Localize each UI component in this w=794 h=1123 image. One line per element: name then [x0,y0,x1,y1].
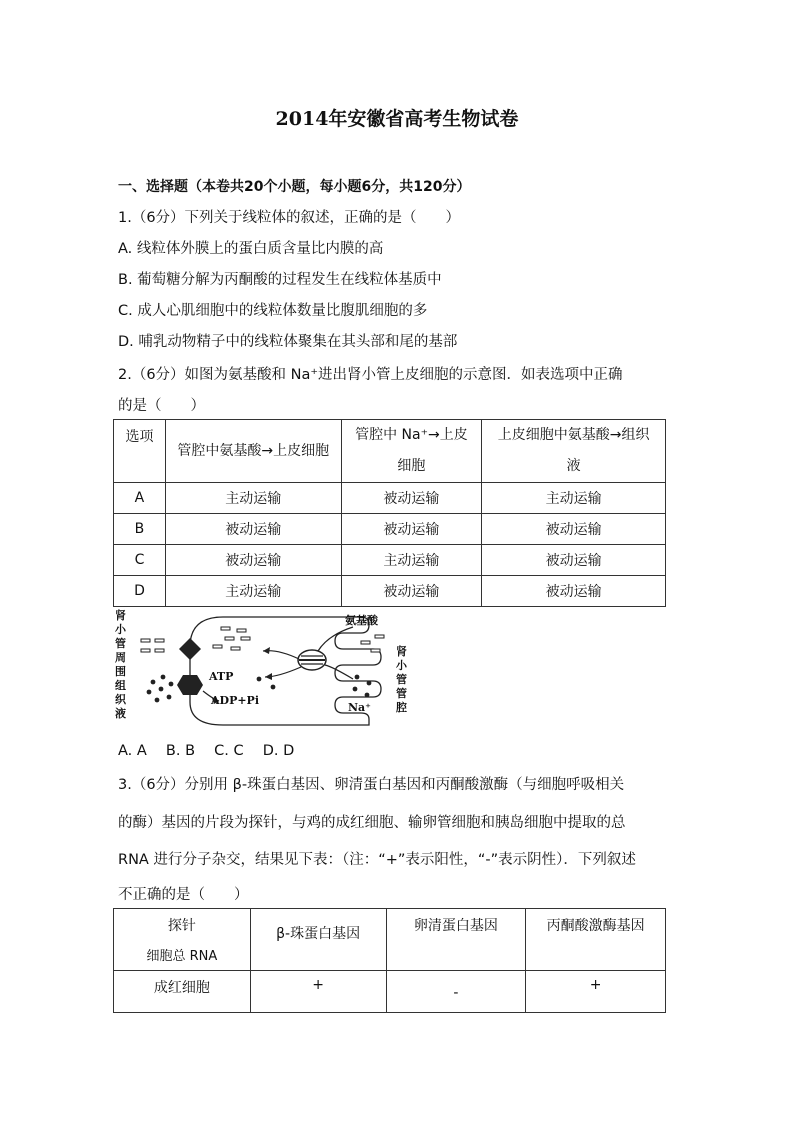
atp-label: ATP [209,670,234,683]
q1-option-b: B. 葡萄糖分解为丙酮酸的过程发生在线粒体基质中 [118,272,442,288]
amino-acid-label: 氨基酸 [345,614,378,627]
table-row [114,971,666,1013]
sodium-dot [161,675,166,680]
table-header-cell: β-珠蛋白基因 [250,909,386,971]
right-label-char: 小 [396,659,407,672]
section-heading: 一、选择题（本卷共20个小题，每小题6分，共120分） [118,179,471,195]
amino-acid-mark [141,649,150,652]
q1-option-c: C. 成人心肌细胞中的线粒体数量比腹肌细胞的多 [118,303,428,319]
sodium-dot [167,695,172,700]
table-cell: 被动运输 [341,576,482,607]
table-header-row [114,420,666,483]
amino-acid-mark [141,639,150,642]
amino-acid-mark [361,641,370,644]
amino-acid-mark [375,635,384,638]
sodium-dot [355,675,360,680]
sodium-dot [365,693,370,698]
page-title: 2014年安徽省高考生物试卷 [275,108,519,130]
table-cell: + [250,971,386,1013]
q1-option-d: D. 哺乳动物精子中的线粒体聚集在其头部和尾的基部 [118,334,458,350]
table-cell: - [386,971,526,1013]
sodium-dot [257,677,262,682]
table-header-row [114,909,666,971]
table-cell: B [114,514,166,545]
q2-answer-options: A. A B. B C. C D. D [118,743,295,759]
right-label-char: 腔 [396,701,407,714]
amino-acid-mark [241,637,250,640]
sodium-dot [159,687,164,692]
table-corner-cell [114,909,251,971]
table-header-cell: 管腔中氨基酸→上皮细胞 [165,420,341,483]
sodium-pump [177,675,203,695]
sodium-dot [169,682,174,687]
q1-stem: 1.（6分）下列关于线粒体的叙述，正确的是（ ） [118,210,461,226]
table-cell: + [526,971,666,1013]
left-label-char: 组 [115,679,126,692]
table-cell: 主动运输 [165,483,341,514]
table-cell: A [114,483,166,514]
table-header-cell: 丙酮酸激酶基因 [526,909,666,971]
q1-option-a: A. 线粒体外膜上的蛋白质含量比内膜的高 [118,241,384,257]
right-label-char: 管 [396,673,407,686]
left-label-char: 围 [115,665,126,678]
right-label-char: 管 [396,687,407,700]
kidney-tubule-diagram [113,607,413,729]
table-cell: 被动运输 [165,545,341,576]
corner-bottom-label: 细胞总 RNA [146,949,218,964]
left-label-char: 管 [115,637,126,650]
table-cell: 被动运输 [482,545,666,576]
table-row [114,483,666,514]
table-cell: 被动运输 [482,514,666,545]
right-label-char: 肾 [396,645,407,658]
q3-stem-line: 3.（6分）分别用 β-珠蛋白基因、卵清蛋白基因和丙酮酸激酶（与细胞呼吸相关 [118,777,625,793]
arrow-head [263,647,270,654]
table-cell: 成红细胞 [114,971,251,1013]
sodium-dot [155,698,160,703]
corner-top-label: 探针 [167,918,196,934]
q2-stem-line1: 2.（6分）如图为氨基酸和 Na⁺进出肾小管上皮细胞的示意图．如表选项中正确 [118,367,623,383]
amino-acid-mark [237,629,246,632]
table-cell: 主动运输 [482,483,666,514]
table-header-cell: 卵清蛋白基因 [386,909,526,971]
q2-stem-line2: 的是（ ） [118,398,205,414]
q3-stem-line: RNA 进行分子杂交，结果见下表：（注：“+”表示阳性，“-”表示阴性）．下列叙述 [118,852,636,868]
table-row [114,514,666,545]
sodium-arrow [325,665,353,679]
table-cell: 主动运输 [165,576,341,607]
table-cell: 被动运输 [341,514,482,545]
table-cell: 被动运输 [482,576,666,607]
left-label-char: 液 [115,707,126,720]
sodium-dot [151,680,156,685]
table-cell: 主动运输 [341,545,482,576]
arrow-head [265,673,272,680]
table-cell: D [114,576,166,607]
q3-stem-line: 不正确的是（ ） [118,887,249,903]
table-row [114,545,666,576]
table-cell: 被动运输 [341,483,482,514]
sodium-dot [147,690,152,695]
amino-acid-mark [155,649,164,652]
q3-stem-line: 的酶）基因的片段为探针，与鸡的成红细胞、输卵管细胞和胰岛细胞中提取的总 [118,815,626,831]
left-label-char: 织 [115,693,126,706]
left-label-char: 小 [115,623,126,636]
table-cell: 被动运输 [165,514,341,545]
table-header-cell: 选项 [114,420,166,483]
amino-acid-mark [225,637,234,640]
amino-acid-mark [213,645,222,648]
amino-acid-mark [231,647,240,650]
sodium-dot [271,685,276,690]
table-header-cell: 管腔中 Na⁺→上皮细胞 [341,420,482,483]
adp-label: ADP+Pi [211,694,260,707]
sodium-dot [367,681,372,686]
q3-table [113,908,666,1013]
left-label-char: 周 [115,651,126,664]
table-row [114,576,666,607]
amino-acid-mark [155,639,164,642]
left-label-char: 肾 [115,609,126,622]
sodium-dot [353,687,358,692]
amino-acid-mark [221,627,230,630]
amino-acid-carrier [179,638,201,660]
sodium-label: Na⁺ [348,701,371,714]
table-header-cell: 上皮细胞中氨基酸→组织液 [482,420,666,483]
table-cell: C [114,545,166,576]
q2-table [113,419,666,607]
amino-acid-mark [371,649,380,652]
